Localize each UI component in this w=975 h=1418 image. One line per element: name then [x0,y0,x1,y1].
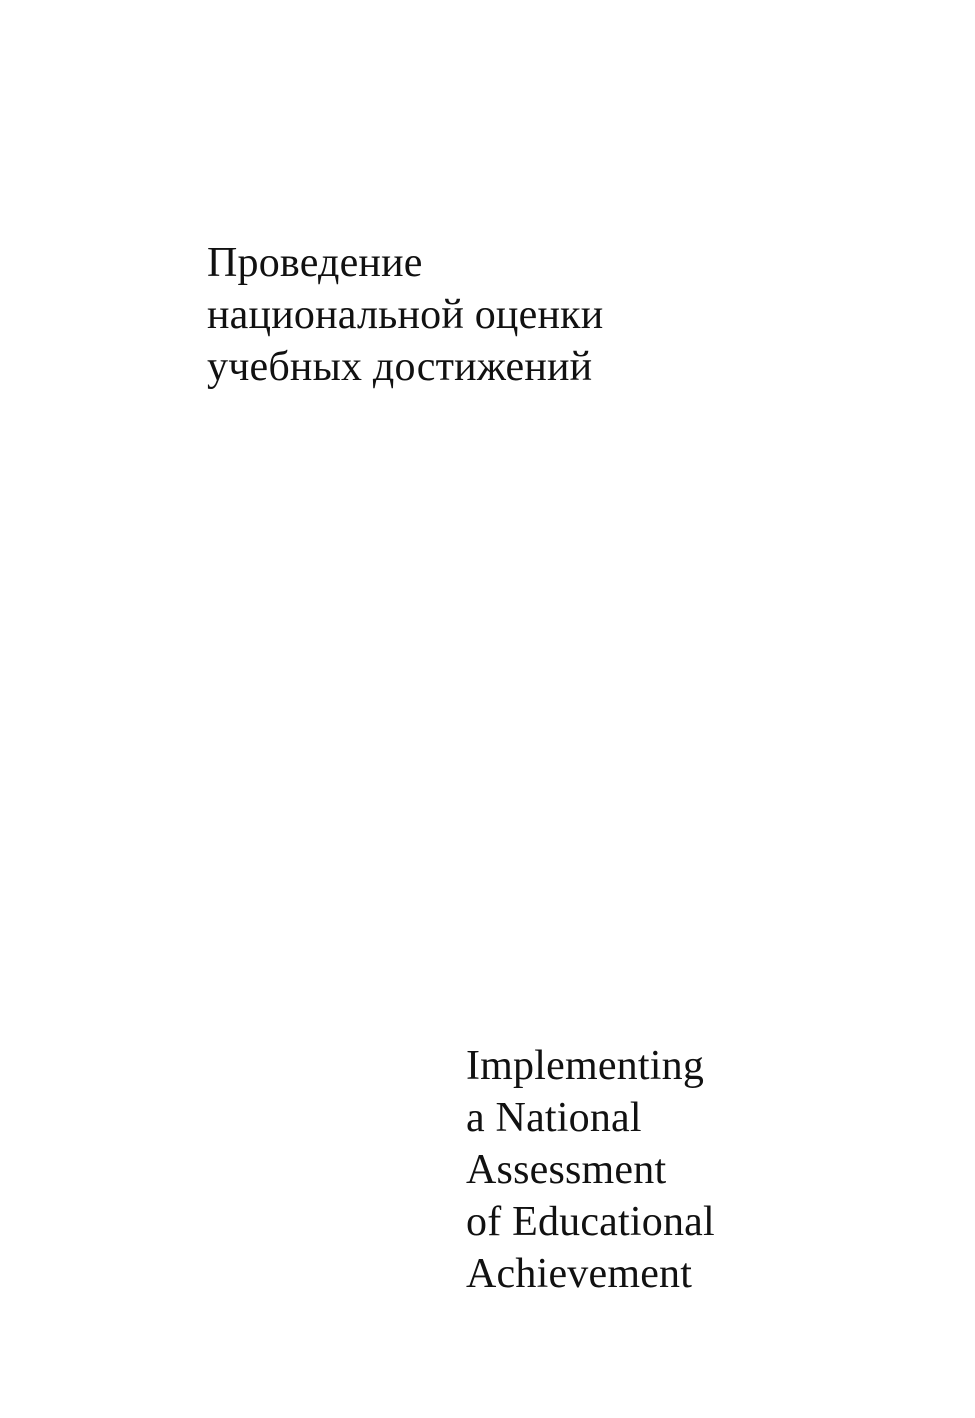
english-title-line: of Educational [466,1199,715,1245]
english-title-line: a National [466,1095,642,1141]
english-title-line: Achievement [466,1251,693,1297]
english-title-line: Assessment [466,1147,667,1193]
english-title [466,1040,715,1300]
russian-title [207,237,603,393]
russian-title-line: национальной оценки [207,292,604,338]
russian-title-line: Проведение [207,240,423,286]
russian-title-line: учебных достижений [207,344,593,390]
english-title-line: Implementing [466,1043,705,1089]
